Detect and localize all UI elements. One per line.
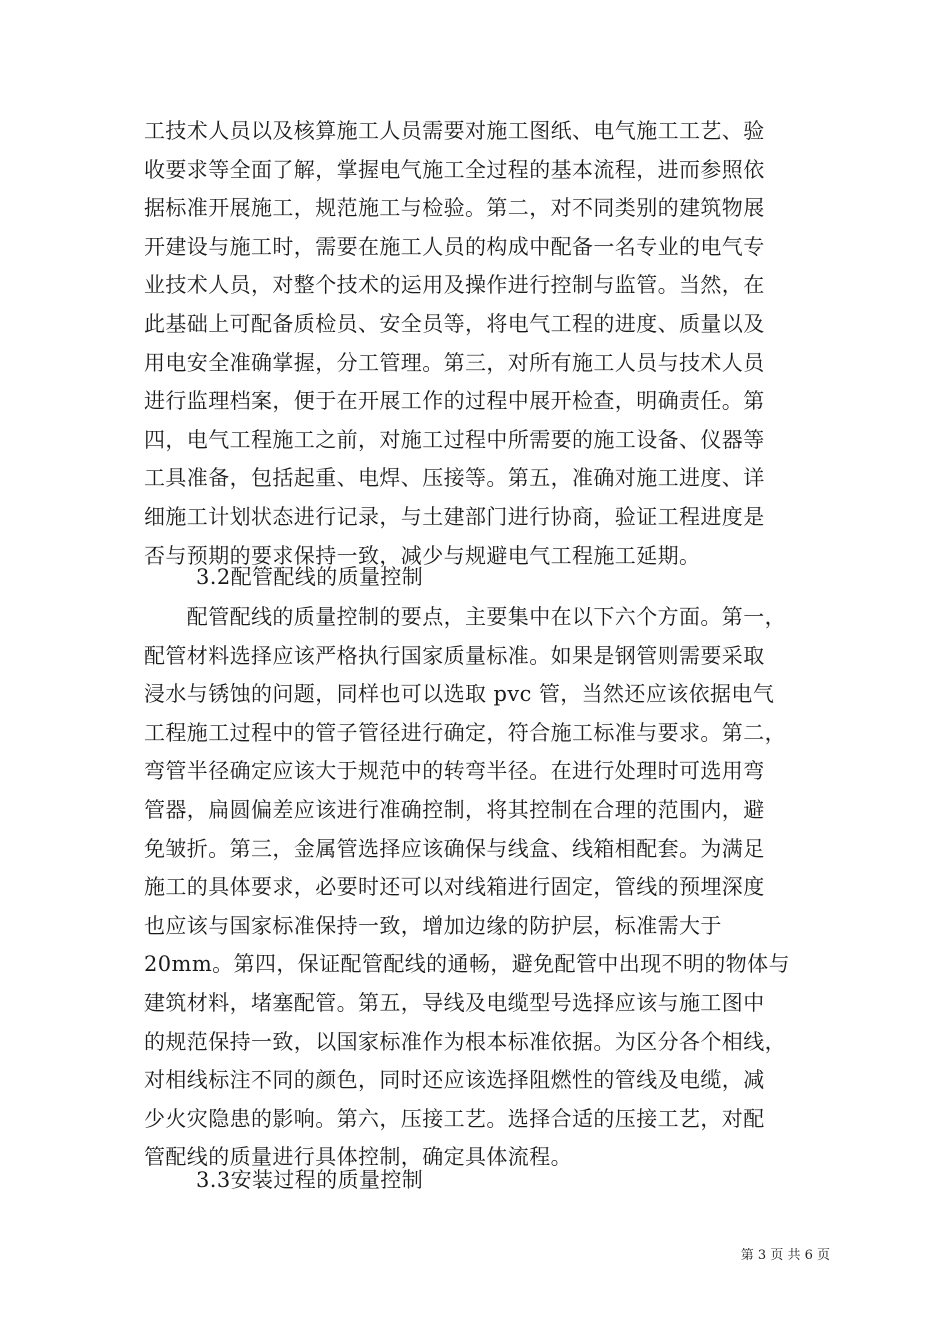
- paragraph-line: 四，电气工程施工之前，对施工过程中所需要的施工设备、仪器等: [144, 427, 765, 452]
- paragraph-line: 用电安全准确掌握，分工管理。第三，对所有施工人员与技术人员: [144, 350, 765, 375]
- paragraph-line: 收要求等全面了解，掌握电气施工全过程的基本流程，进而参照依: [144, 157, 765, 182]
- paragraph-line: 管器，扁圆偏差应该进行准确控制，将其控制在合理的范围内，避: [144, 797, 765, 822]
- page-footer: [690, 1244, 830, 1263]
- paragraph-line: 否与预期的要求保持一致，减少与规避电气工程施工延期。: [144, 543, 701, 568]
- section-heading-3-3: [196, 1161, 886, 1200]
- paragraph-line: 弯管半径确定应该大于规范中的转弯半径。在进行处理时可选用弯: [144, 759, 765, 784]
- paragraph-line: 管配线的质量进行具体控制，确定具体流程。: [144, 1145, 572, 1170]
- paragraph-line: 工技术人员以及核算施工人员需要对施工图纸、电气施工工艺、验: [144, 119, 765, 143]
- paragraph-line: 浸水与锈蚀的问题，同样也可以选取 pvc 管，当然还应该依据电气: [144, 682, 775, 707]
- section-heading-text: 3.2配管配线的质量控制: [196, 565, 424, 589]
- paragraph-staffing: [144, 112, 834, 575]
- paragraph-line: 的规范保持一致，以国家标准作为根本标准依据。为区分各个相线，: [144, 1029, 786, 1054]
- paragraph-line: 配管材料选择应该严格执行国家质量标准。如果是钢管则需要采取: [144, 643, 765, 668]
- page-number: 第 3 页 共 6 页: [740, 1248, 830, 1263]
- paragraph-line: 建筑材料，堵塞配管。第五，导线及电缆型号选择应该与施工图中: [144, 990, 765, 1015]
- section-heading-text: 3.3安装过程的质量控制: [196, 1168, 424, 1192]
- paragraph-line: 免皱折。第三，金属管选择应该确保与线盒、线箱相配套。为满足: [144, 836, 765, 861]
- paragraph-line: 也应该与国家标准保持一致，增加边缘的防护层，标准需大于: [144, 913, 722, 938]
- paragraph-line: 少火灾隐患的影响。第六，压接工艺。选择合适的压接工艺，对配: [144, 1106, 765, 1131]
- paragraph-line: 施工的具体要求，必要时还可以对线箱进行固定，管线的预埋深度: [144, 875, 765, 900]
- paragraph-line: 对相线标注不同的颜色，同时还应该选择阻燃性的管线及电缆，减: [144, 1068, 765, 1093]
- paragraph-line: 据标准开展施工，规范施工与检验。第二，对不同类别的建筑物展: [144, 196, 765, 221]
- paragraph-line: 业技术人员，对整个技术的运用及操作进行控制与监管。当然，在: [144, 273, 765, 298]
- paragraph-piping-wiring: [144, 598, 834, 1177]
- paragraph-line: 进行监理档案，便于在开展工作的过程中展开检查，明确责任。第: [144, 389, 765, 414]
- paragraph-line: 20mm。第四，保证配管配线的通畅，避免配管中出现不明的物体与: [144, 952, 790, 977]
- paragraph-line: 细施工计划状态进行记录，与土建部门进行协商，验证工程进度是: [144, 504, 765, 529]
- paragraph-line: 工具准备，包括起重、电焊、压接等。第五，准确对施工进度、详: [144, 466, 765, 491]
- paragraph-line: 配管配线的质量控制的要点，主要集中在以下六个方面。第一，: [144, 605, 786, 629]
- paragraph-line: 此基础上可配备质检员、安全员等，将电气工程的进度、质量以及: [144, 311, 765, 336]
- section-heading-3-2: [196, 558, 886, 597]
- paragraph-line: 工程施工过程中的管子管径进行确定，符合施工标准与要求。第二，: [144, 720, 786, 745]
- paragraph-line: 开建设与施工时，需要在施工人员的构成中配备一名专业的电气专: [144, 234, 765, 259]
